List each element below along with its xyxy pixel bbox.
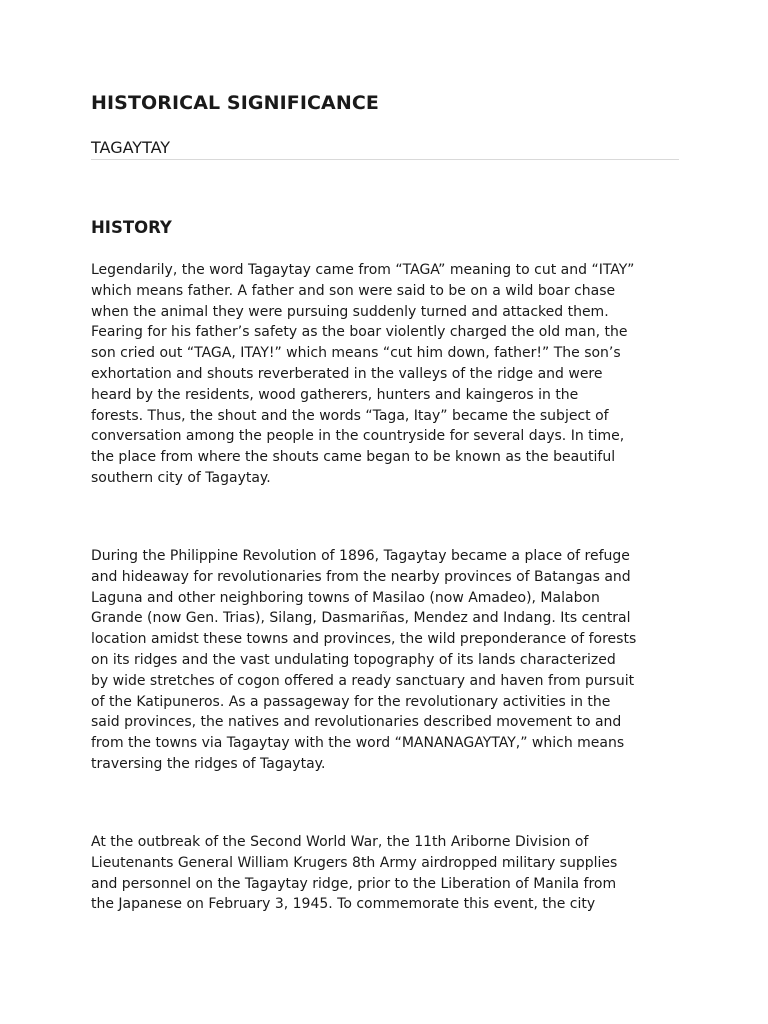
paragraph-line: Grande (now Gen. Trias), Silang, Dasmariñas, Mendez and Indang. Its central — [91, 610, 631, 627]
paragraph-revolution — [91, 546, 691, 775]
paragraph-legend — [91, 260, 691, 489]
paragraph-line: son cried out “TAGA, ITAY!” which means “cut him down, father!” The son’s — [91, 345, 621, 362]
paragraph-line: by wide stretches of cogon offered a ready sanctuary and haven from pursuit — [91, 672, 635, 689]
paragraph-line: of the Katipuneros. As a passageway for the revolutionary activities in the — [91, 693, 611, 710]
paragraph-line: heard by the residents, wood gatherers, hunters and kaingeros in the — [91, 386, 579, 403]
paragraph-line: location amidst these towns and provinces, the wild preponderance of forests — [91, 631, 637, 648]
paragraph-world-war — [91, 832, 691, 915]
paragraph-line: traversing the ridges of Tagaytay. — [91, 755, 326, 772]
paragraph-line: on its ridges and the vast undulating topography of its lands characterized — [91, 651, 616, 668]
paragraph-line: At the outbreak of the Second World War, the 11th Ariborne Division of — [91, 834, 589, 850]
document-title: HISTORICAL SIGNIFICANCE — [91, 92, 379, 114]
paragraph-line: Fearing for his father’s safety as the boar violently charged the old man, the — [91, 324, 628, 341]
document-subtitle: TAGAYTAY — [91, 138, 679, 160]
paragraph-line: and personnel on the Tagaytay ridge, prior to the Liberation of Manila from — [91, 875, 617, 892]
paragraph-line: and hideaway for revolutionaries from the nearby provinces of Batangas and — [91, 568, 631, 585]
paragraph-line: the place from where the shouts came began to be known as the beautiful — [91, 449, 616, 466]
paragraph-line: said provinces, the natives and revolutionaries described movement to and — [91, 714, 622, 731]
paragraph-line: Lieutenants General William Krugers 8th Army airdropped military supplies — [91, 854, 618, 871]
paragraph-line: During the Philippine Revolution of 1896, Tagaytay became a place of refuge — [91, 548, 630, 564]
section-heading-history: HISTORY — [91, 218, 172, 237]
paragraph-line: forests. Thus, the shout and the words “Taga, Itay” became the subject of — [91, 407, 609, 424]
paragraph-line: from the towns via Tagaytay with the word “MANANAGAYTAY,” which means — [91, 735, 625, 752]
paragraph-line: conversation among the people in the countryside for several days. In time, — [91, 428, 625, 445]
paragraph-line: Legendarily, the word Tagaytay came from “TAGA” meaning to cut and “ITAY” — [91, 262, 635, 278]
paragraph-line: which means father. A father and son were said to be on a wild boar chase — [91, 282, 616, 299]
paragraph-line: the Japanese on February 3, 1945. To commemorate this event, the city — [91, 896, 596, 913]
paragraph-line: exhortation and shouts reverberated in the valleys of the ridge and were — [91, 365, 603, 382]
paragraph-line: southern city of Tagaytay. — [91, 469, 271, 486]
paragraph-line: when the animal they were pursuing suddenly turned and attacked them. — [91, 303, 609, 320]
paragraph-line: Laguna and other neighboring towns of Masilao (now Amadeo), Malabon — [91, 589, 600, 606]
